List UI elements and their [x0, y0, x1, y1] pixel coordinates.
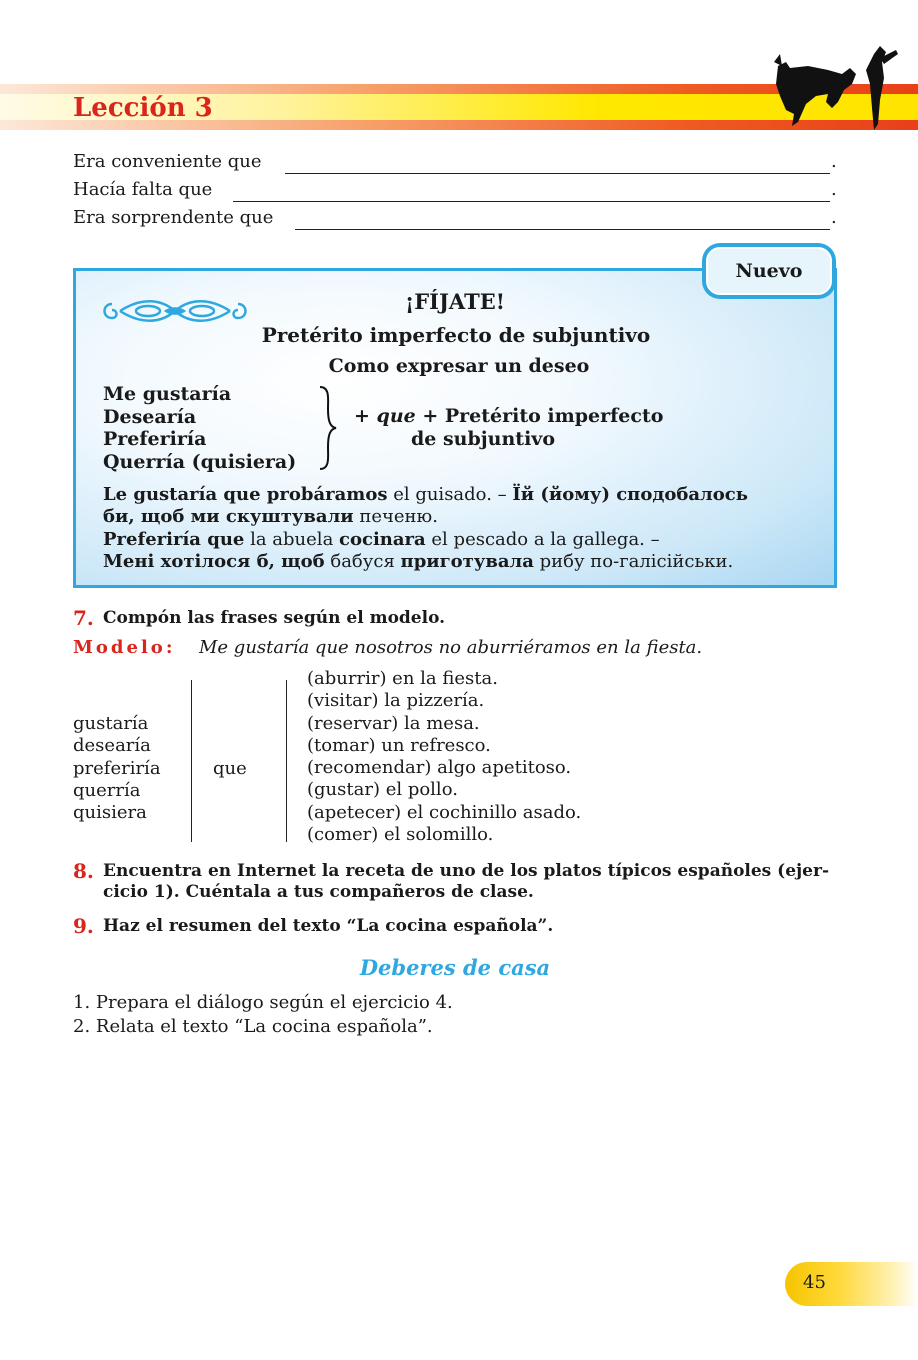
desire-verb: Preferiría [103, 428, 207, 450]
complement-option: (apetecer) el cochinillo asado. [307, 801, 582, 823]
verb-option: querría [73, 779, 141, 801]
complement-option: (visitar) la pizzería. [307, 690, 485, 712]
answer-blank-1[interactable] [285, 153, 830, 174]
complement-option: (reservar) la mesa. [307, 712, 480, 734]
verb-option: desearía [73, 735, 151, 757]
que-column: que [213, 758, 247, 779]
rule-line-2: de subjuntivo [411, 427, 555, 450]
desire-verb: Desearía [103, 405, 197, 428]
curly-brace-icon [316, 385, 338, 471]
table-divider-2 [286, 680, 287, 842]
exercise-9-number: 9. [73, 914, 94, 938]
fill-line-prompt: Era conveniente que [73, 151, 262, 172]
answer-blank-3[interactable] [295, 209, 830, 230]
desire-verb: Me gustaría [103, 383, 232, 405]
que-word: que [376, 405, 416, 427]
lesson-title: Lección 3 [73, 93, 213, 123]
desire-verbs-list [103, 383, 296, 473]
fill-line-2 [73, 179, 212, 200]
fill-line-3 [73, 207, 273, 228]
desire-verb: Querría (quisiera) [103, 450, 297, 473]
fill-line-1 [73, 151, 262, 172]
rule-text: + que + Pretérito imperfecto de subjuntivo [354, 405, 664, 450]
verb-column [73, 713, 161, 824]
nuevo-badge-label: Nuevo [706, 247, 832, 295]
fill-line-prompt: Hacía falta que [73, 179, 213, 200]
complement-option: (comer) el solomillo. [307, 824, 494, 846]
exercise-7-instruction: Compón las frases según el modelo. [103, 608, 446, 628]
homework-item: 1. Prepara el diálogo según el ejercicio 4. [73, 992, 453, 1013]
exercise-7-number: 7. [73, 606, 94, 630]
complement-option: (gustar) el pollo. [307, 779, 458, 801]
complement-column [307, 668, 581, 846]
complement-option: (tomar) un refresco. [307, 734, 491, 756]
homework-item: 2. Relata el texto “La cocina española”. [73, 1016, 433, 1037]
complement-option: (recomendar) algo apetitoso. [307, 757, 572, 779]
fill-line-end: . [831, 207, 837, 228]
verb-option: gustaría [73, 713, 149, 734]
fijate-subtitle-2: Como expresar un deseo [328, 355, 590, 377]
exercise-8-instruction: Encuentra en Internet la receta de uno de los platos típicos españoles (ejer- cicio 1). Cuéntala a tus compañeros de clase. [103, 861, 830, 902]
table-divider-1 [191, 680, 192, 842]
fijate-title: ¡FÍJATE! [405, 289, 505, 314]
modelo-label: Modelo: [73, 637, 176, 658]
exercise-9-instruction: Haz el resumen del texto “La cocina española”. [103, 916, 554, 936]
bullfighter-illustration [768, 44, 918, 140]
homework-title: Deberes de casa [359, 955, 551, 980]
exercise-8-number: 8. [73, 859, 94, 883]
page-number: 45 [803, 1272, 826, 1293]
modelo-text: Me gustaría que nosotros no aburriéramos en la fiesta. [199, 637, 703, 658]
fijate-subtitle: Pretérito imperfecto de subjuntivo [261, 323, 651, 347]
complement-option: (aburrir) en la fiesta. [307, 668, 498, 689]
answer-blank-2[interactable] [233, 181, 830, 202]
fill-line-end: . [831, 179, 837, 200]
fill-line-prompt: Era sorprendente que [73, 207, 274, 228]
example-1: Le gustaría que probáramos el guisado. – Їй (йому) сподобалось би, щоб ми скуштували печеню. [103, 484, 748, 527]
verb-option: preferiría [73, 757, 161, 779]
verb-option: quisiera [73, 802, 147, 824]
fill-line-end: . [831, 151, 837, 172]
example-2: Preferiría que la abuela cocinara el pescado a la gallega. – Мені хотілося б, щоб бабуся приготувала рибу по-галісійськи. [103, 529, 734, 572]
